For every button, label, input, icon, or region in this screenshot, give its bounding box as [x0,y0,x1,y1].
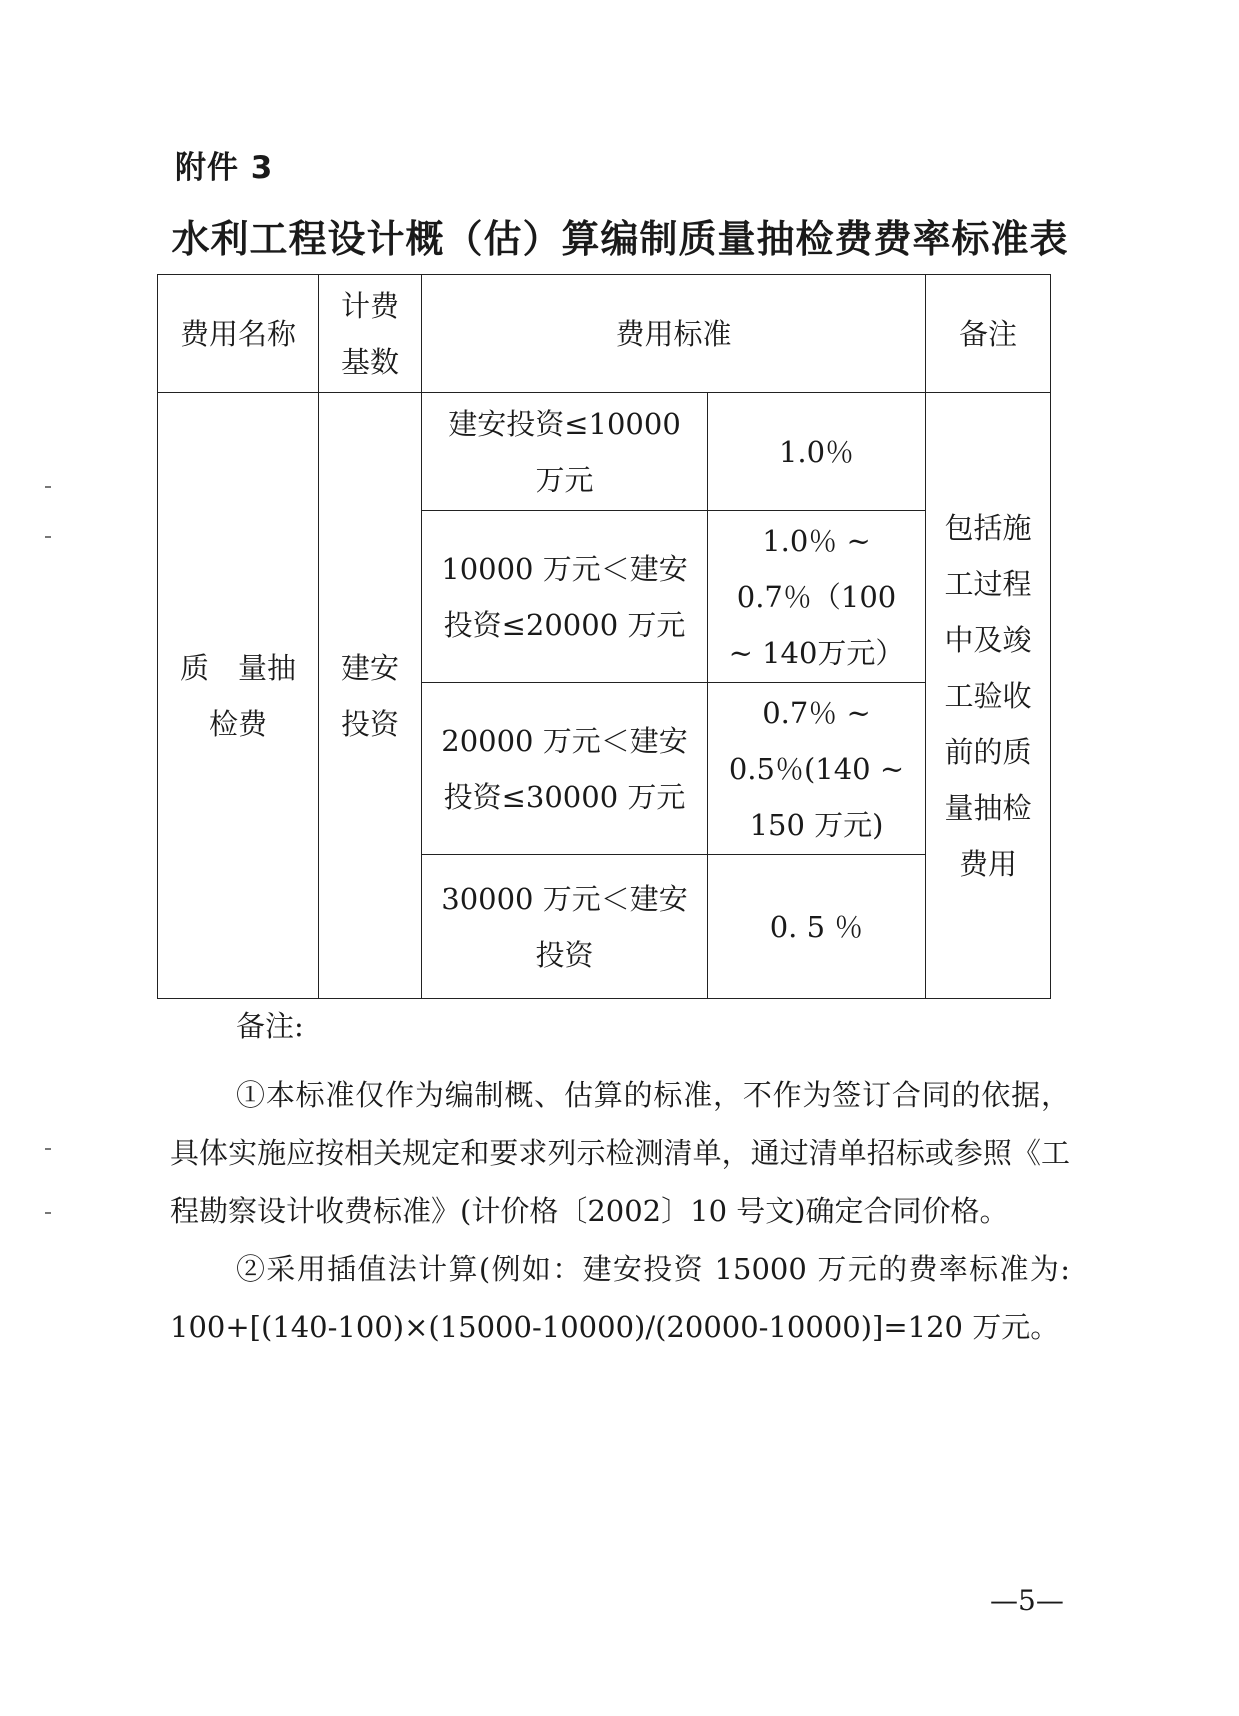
header-remarks: 备注 [926,275,1051,393]
range-cell: 30000 万元＜建安投资 [422,855,708,999]
header-standard: 费用标准 [422,275,926,393]
fee-name-cell: 质 量抽检费 [158,393,319,999]
margin-mark [45,486,51,488]
margin-mark [45,1212,51,1214]
remark-cell: 包括施工过程中及竣工验收前的质量抽检费用 [926,393,1051,999]
note-item: ②采用插值法计算(例如：建安投资 15000 万元的费率标准为: 100+[(140-100)×(15000-10000)/(20000-10000)]=120 万元。 [170,1252,1070,1344]
basis-cell: 建安投资 [319,393,422,999]
table-row [158,393,1051,511]
rate-cell: 1.0％ ~ 0.7％（100 ~ 140万元） [708,511,926,683]
margin-mark [45,536,51,538]
attachment-label: 附件 3 [175,150,274,186]
margin-mark [45,1148,51,1150]
rate-cell: 1.0％ [708,393,926,511]
range-cell: 20000 万元＜建安投资≤30000 万元 [422,683,708,855]
header-basis: 计费基数 [319,275,422,393]
table-header-row [158,275,1051,393]
rate-cell: 0. 5 ％ [708,855,926,999]
page-number: —5— [990,1584,1064,1617]
notes-heading: 备注: [236,1009,304,1043]
range-cell: 建安投资≤10000万元 [422,393,708,511]
fee-rate-table [157,274,1051,999]
note-item: ①本标准仅作为编制概、估算的标准，不作为签订合同的依据，具体实施应按相关规定和要求列示检测清单，通过清单招标或参照《工程勘察设计收费标准》(计价格〔2002〕10 号文)确定合同价格。 [170,1078,1070,1228]
rate-cell: 0.7％ ~ 0.5％(140 ~ 150 万元) [708,683,926,855]
document-title: 水利工程设计概（估）算编制质量抽检费费率标准表 [171,217,1069,261]
header-fee-name: 费用名称 [158,275,319,393]
notes-block [170,1066,1070,1356]
range-cell: 10000 万元＜建安投资≤20000 万元 [422,511,708,683]
